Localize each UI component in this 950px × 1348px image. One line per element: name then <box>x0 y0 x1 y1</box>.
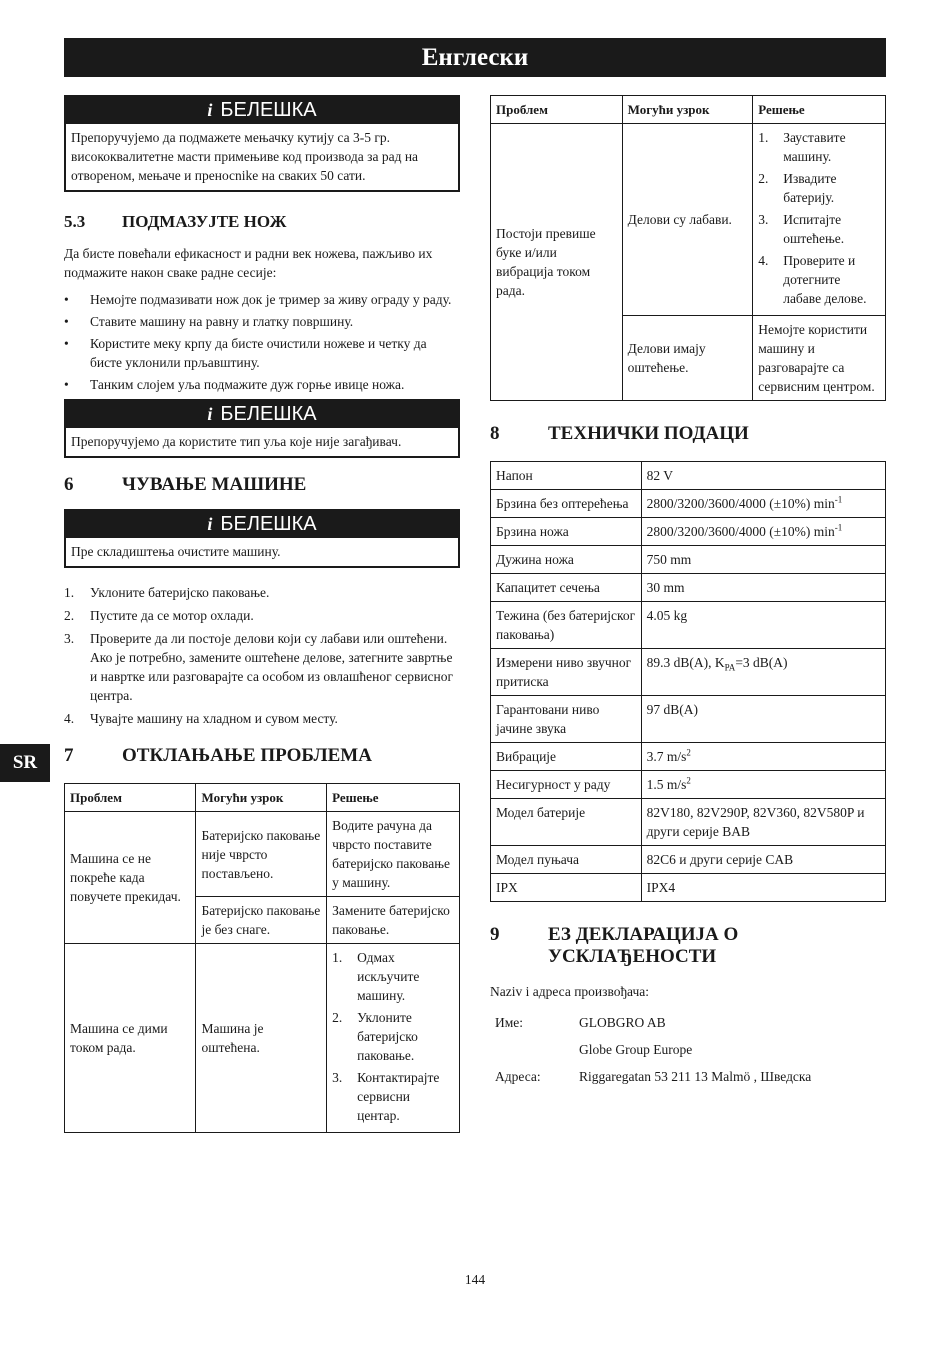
cause-cell: Батеријско паковање је без снаге. <box>196 897 327 944</box>
table-row <box>491 602 886 649</box>
note-text: Пре складиштења очистите машину. <box>71 544 281 559</box>
table-row <box>491 518 886 546</box>
troubleshooting-table <box>64 783 460 1133</box>
table-row <box>491 846 886 874</box>
problem-cell: Машина се не покреће када повучете прекидач. <box>65 812 196 944</box>
field-label: Име: <box>495 1015 524 1030</box>
spec-label: Тежина (без батеријског паковања) <box>491 602 642 649</box>
table-row <box>491 490 886 518</box>
spec-label: Капацитет сечења <box>491 574 642 602</box>
spec-value: 82C6 и други серије CAB <box>641 846 885 874</box>
manufacturer-intro: Naziv i адреса произвођача: <box>490 984 650 999</box>
info-icon: i <box>207 514 213 534</box>
note-header: i БЕЛЕШКА <box>66 511 458 538</box>
section-heading-6: 6 ЧУВАЊЕ МАШИНЕ <box>64 474 307 495</box>
note-header: i БЕЛЕШКА <box>66 401 458 428</box>
spec-value: 750 mm <box>641 546 885 574</box>
note-header: i БЕЛЕШКА <box>66 97 458 124</box>
spec-label: Вибрације <box>491 743 642 771</box>
page-number: 144 <box>464 1272 486 1287</box>
section-intro: Да бисте повећали ефикасност и радни век ножева, пажљиво их подмажите након сваке радне сесије: <box>64 246 433 280</box>
table-row <box>491 696 886 743</box>
cause-cell: Делови су лабави. <box>622 124 753 316</box>
table-row <box>491 124 886 316</box>
spec-label: Дужина ножа <box>491 546 642 574</box>
field-value: Globe Group Europe <box>579 1042 693 1057</box>
column-header: Проблем <box>491 96 623 124</box>
spec-value: 89.3 dB(A), $K_{PA}=3$ dB(A) <box>641 649 885 696</box>
spec-value: 1.5 $m/s^2$ <box>641 771 885 799</box>
solution-cell: Немојте користити машину и разговарајте са сервисним центром. <box>753 316 886 401</box>
table-row <box>491 743 886 771</box>
spec-label: Модел батерије <box>491 799 642 846</box>
column-header: Решење <box>327 784 460 812</box>
table-row <box>491 799 886 846</box>
problem-cell: Машина се дими током рада. <box>65 944 196 1133</box>
column-header: Проблем <box>65 784 196 812</box>
solution-cell <box>327 944 460 1133</box>
solution-steps <box>332 948 454 1125</box>
list-item: 2. Извадите батерију. <box>758 171 837 205</box>
cause-cell: Батеријско паковање није чврсто постављено. <box>196 812 327 897</box>
spec-label: Брзина без оптерећења <box>491 490 642 518</box>
solution-cell <box>753 124 886 316</box>
note-text: Препоручујемо да користите тип уља које није загађивач. <box>71 434 402 449</box>
list-item: 2. Уклоните батеријско паковање. <box>332 1010 418 1063</box>
list-item: • Ставите машину на равну и глатку површину. <box>64 312 460 331</box>
spec-label: IPX <box>491 874 642 902</box>
list-item: • Користите меку крпу да бисте очистили ножеве и четку да бисте уклонили прљавштину. <box>64 334 460 372</box>
spec-value: 30 mm <box>641 574 885 602</box>
right-column <box>490 95 886 1090</box>
table-row <box>490 1063 816 1090</box>
section-heading-7: 7 ОТКЛАЊАЊЕ ПРОБЛЕМА <box>64 745 372 766</box>
spec-label: Гарантовани ниво јачине звука <box>491 696 642 743</box>
column-header: Могући узрок <box>622 96 753 124</box>
field-value: GLOBGRO AB <box>579 1015 666 1030</box>
list-item: 4. Проверите и дотегните лабаве делове. <box>758 253 867 306</box>
table-row <box>491 874 886 902</box>
list-item: • Немојте подмазивати нож док је тример за живу ограду у раду. <box>64 290 460 309</box>
cause-cell: Машина је оштећена. <box>196 944 327 1133</box>
spec-value: IPX4 <box>641 874 885 902</box>
section-heading-8: 8 ТЕХНИЧКИ ПОДАЦИ <box>490 423 749 444</box>
field-label: Адреса: <box>495 1069 541 1084</box>
table-row <box>65 812 460 897</box>
section-heading-9: 9 ЕЗ ДЕКЛАРАЦИЈА О УСКЛАЂЕНОСТИ <box>490 924 739 967</box>
list-item: • Танким слојем уља подмажите дуж горње ивице ножа. <box>64 375 460 394</box>
left-column <box>64 95 460 1133</box>
manufacturer-table <box>490 1009 816 1090</box>
solution-steps <box>758 128 880 308</box>
spec-label: Брзина ножа <box>491 518 642 546</box>
spec-label: Несигурност у раду <box>491 771 642 799</box>
list-item: 3. Контактирајте сервисни центар. <box>332 1070 440 1123</box>
list-item: 2. Пустите да се мотор охлади. <box>64 608 254 623</box>
spec-value: 2800/3200/3600/4000 (±10%) $\min^{-1}$ <box>641 518 885 546</box>
spec-label: Модел пуњача <box>491 846 642 874</box>
table-row <box>491 462 886 490</box>
table-row <box>490 1036 816 1063</box>
section-heading-5-3: 5.3 ПОДМАЗУЈТЕ НОЖ <box>64 212 287 231</box>
note-box-gearbox <box>64 95 460 192</box>
spec-value: 97 dB(A) <box>641 696 885 743</box>
spec-value: 2800/3200/3600/4000 (±10%) $\min^{-1}$ <box>641 490 885 518</box>
lubrication-bullets <box>64 290 460 394</box>
note-box-storage <box>64 509 460 568</box>
table-row <box>491 546 886 574</box>
info-icon: i <box>207 100 213 120</box>
table-row <box>491 771 886 799</box>
spec-value: 3.7 $m/s^2$ <box>641 743 885 771</box>
troubleshooting-table-continued <box>490 95 886 401</box>
solution-cell: Замените батеријско паковање. <box>327 897 460 944</box>
solution-cell: Водите рачуна да чврсто поставите батеријско паковање у машину. <box>327 812 460 897</box>
spec-value: 82 V <box>641 462 885 490</box>
info-icon: i <box>207 404 213 424</box>
list-item: 4. Чувајте машину на хладном и сувом месту. <box>64 711 338 726</box>
column-header: Могући узрок <box>196 784 327 812</box>
list-item: 3. Проверите да ли постоје делови који су лабави или оштећени. Ако је потребно, замените оштећене делове, затегните завртње и навртке или разговарајте са особом из овлашћеног сервисног центра. <box>64 631 454 703</box>
list-item: 1. Зауставите машину. <box>758 130 846 164</box>
problem-cell: Постоји превише буке и/или вибрација током рада. <box>491 124 623 401</box>
table-row <box>490 1009 816 1036</box>
table-header-row <box>491 96 886 124</box>
technical-data-table <box>490 461 886 902</box>
spec-value: 4.05 kg <box>641 602 885 649</box>
table-header-row <box>65 784 460 812</box>
field-value: Riggaregatan 53 211 13 Malmö , Шведска <box>579 1069 812 1084</box>
note-box-oil <box>64 399 460 458</box>
page-title: Енглески <box>64 38 886 77</box>
table-row <box>65 944 460 1133</box>
note-text: Препоручујемо да подмажете мењачку кутију са 3-5 гр. висококвалитетне масти примењиве код производа за рад на отвореном, мењаче и преносnike на сваких 50 сати. <box>71 130 419 183</box>
storage-steps <box>64 583 460 728</box>
list-item: 3. Испитајте оштећење. <box>758 212 845 246</box>
spec-value: 82V180, 82V290P, 82V360, 82V580P и други серије BAB <box>641 799 885 846</box>
list-item: 1. Уклоните батеријско паковање. <box>64 585 270 600</box>
table-row <box>491 574 886 602</box>
spec-label: Измерени ниво звучног притиска <box>491 649 642 696</box>
language-tab: SR <box>0 744 50 782</box>
spec-label: Напон <box>491 462 642 490</box>
column-header: Решење <box>753 96 886 124</box>
table-row <box>491 649 886 696</box>
list-item: 1. Одмах искључите машину. <box>332 950 420 1003</box>
cause-cell: Делови имају оштећење. <box>622 316 753 401</box>
